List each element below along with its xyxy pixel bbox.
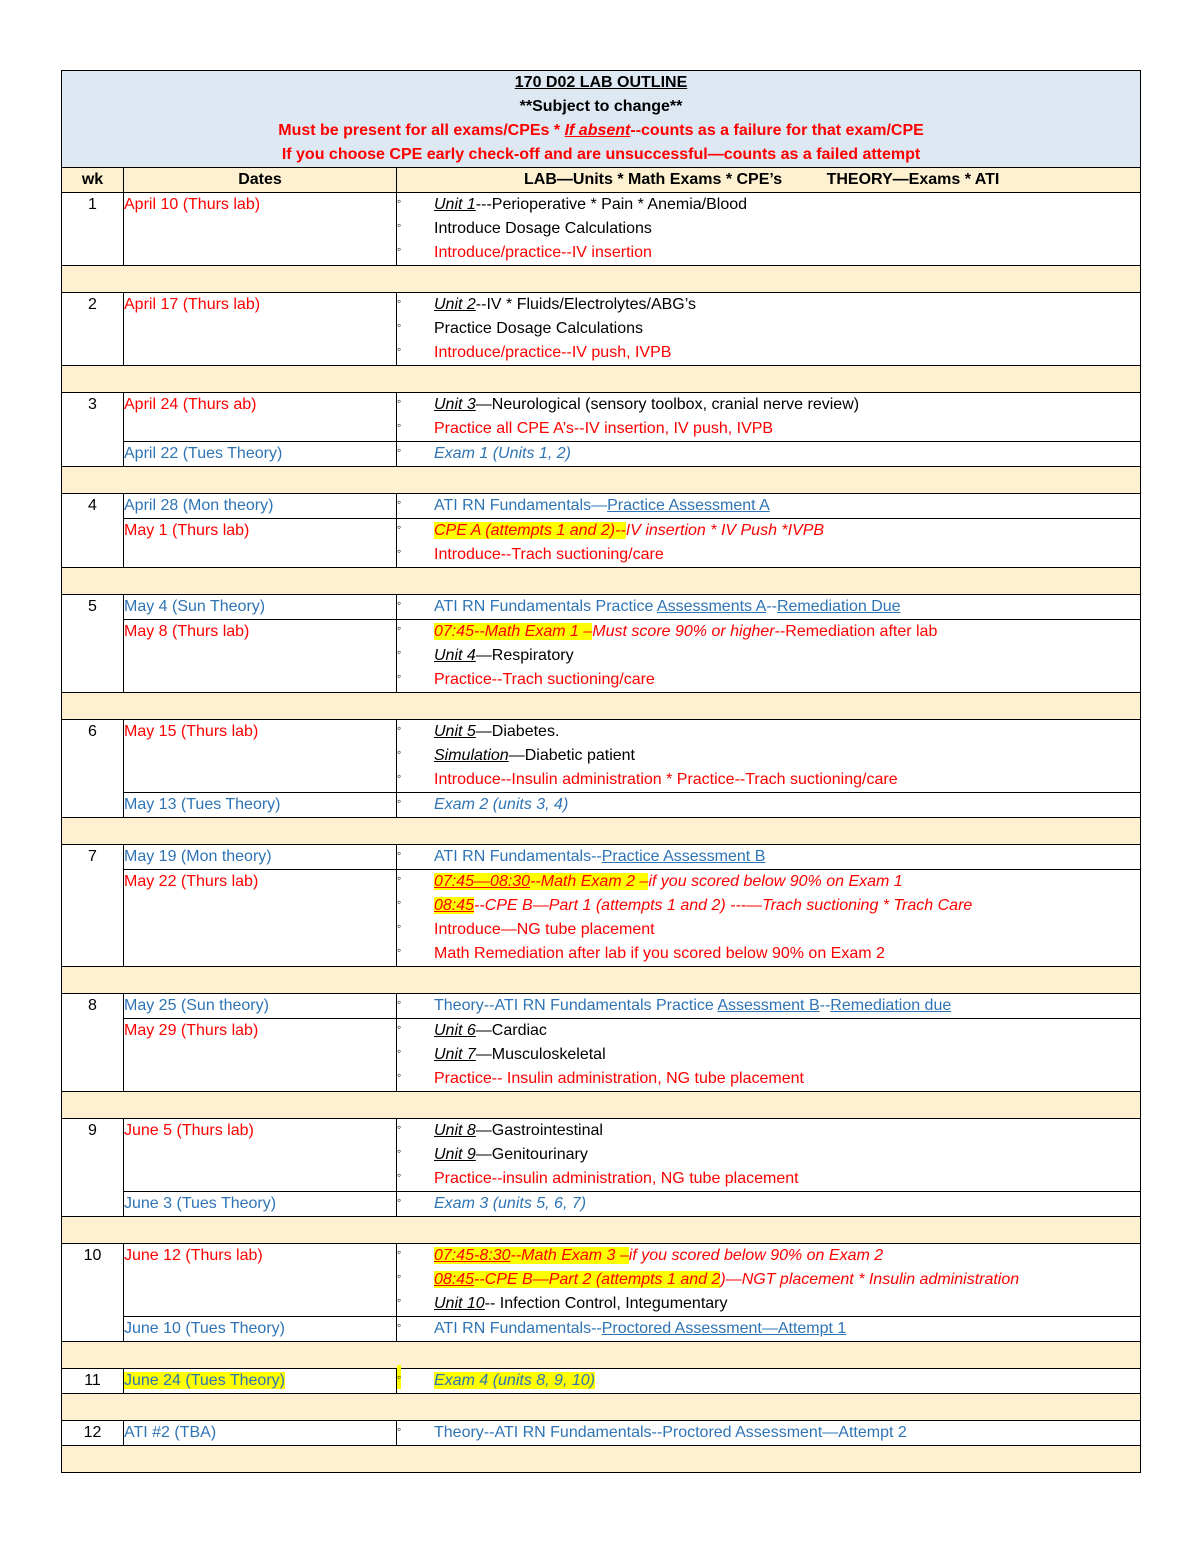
list-item xyxy=(397,1421,1140,1445)
bullet-icon: ◦ xyxy=(397,495,402,509)
week-date: May 29 (Thurs lab) xyxy=(124,1019,397,1092)
highlighted-date: June 24 (Tues Theory) xyxy=(124,1372,285,1389)
week-date: April 10 (Thurs lab) xyxy=(124,193,397,266)
week-number: 1 xyxy=(62,193,124,266)
week-subrow xyxy=(62,1192,1141,1217)
bullet-icon: ◦ xyxy=(397,1144,402,1158)
list-item xyxy=(397,519,1140,543)
list-item xyxy=(397,894,1140,918)
list-item xyxy=(397,720,1140,744)
item-link: Remediation Due xyxy=(776,598,901,615)
bullet-icon: ◦ xyxy=(397,294,402,308)
bullet-icon: ◦ xyxy=(397,1293,402,1307)
list-item xyxy=(397,193,1140,217)
spacer-cell xyxy=(62,1092,1141,1119)
highlighted-time: 07:45—08:30 xyxy=(434,873,531,890)
week-date: May 19 (Mon theory) xyxy=(124,845,397,870)
list-item xyxy=(397,543,1140,567)
unit-link: Unit 6 xyxy=(434,1022,476,1039)
item-text: Introduce—NG tube placement xyxy=(434,921,655,938)
unit-link: Unit 1 xyxy=(434,196,476,213)
list-item xyxy=(397,744,1140,768)
week-subrow xyxy=(62,519,1141,568)
week-items xyxy=(397,1192,1141,1217)
bullet-icon: ◦ xyxy=(397,394,402,408)
highlighted-text: --Math Exam 3 – xyxy=(510,1247,629,1264)
item-text: —Diabetic patient xyxy=(508,747,635,764)
item-text: Practice--Trach suctioning/care xyxy=(434,671,655,688)
list-item xyxy=(397,341,1140,365)
highlighted-text: --CPE B—Part 2 (attempts 1 and 2 xyxy=(474,1271,721,1288)
week-date: April 24 (Thurs ab) xyxy=(124,393,397,442)
spacer-cell xyxy=(62,266,1141,293)
bullet-icon: ◦ xyxy=(397,1269,402,1283)
week-items xyxy=(397,1369,1141,1394)
bullet-icon: ◦ xyxy=(397,769,402,783)
unit-link: Unit 9 xyxy=(434,1146,476,1163)
item-text: --Remediation after lab xyxy=(774,623,938,640)
week-subrow xyxy=(62,793,1141,818)
document-title: 170 D02 LAB OUTLINE xyxy=(514,74,688,91)
week-items xyxy=(397,720,1141,793)
week-date xyxy=(124,1369,397,1394)
week-date: May 22 (Thurs lab) xyxy=(124,870,397,967)
week-items xyxy=(397,1244,1141,1317)
bullet-icon: ◦ xyxy=(397,194,402,208)
spacer-cell xyxy=(62,1446,1141,1473)
week-items xyxy=(397,845,1141,870)
item-text: Theory--ATI RN Fundamentals Practice xyxy=(434,997,718,1014)
list-item xyxy=(397,217,1140,241)
week-date: May 1 (Thurs lab) xyxy=(124,519,397,568)
item-text: Practice-- Insulin administration, NG tube placement xyxy=(434,1070,804,1087)
spacer-cell xyxy=(62,366,1141,393)
list-item xyxy=(397,1292,1140,1316)
spacer-row xyxy=(62,1092,1141,1119)
bullet-icon: ◦ xyxy=(397,1044,402,1058)
week-subrow xyxy=(62,1317,1141,1342)
item-text: —Cardiac xyxy=(475,1022,547,1039)
attendance-notice xyxy=(62,119,1140,143)
column-header-wk: wk xyxy=(62,168,124,193)
list-item xyxy=(397,1317,1140,1341)
highlighted-text: --Math Exam 2 – xyxy=(530,873,649,890)
week-row xyxy=(62,1421,1141,1446)
week-items xyxy=(397,595,1141,620)
list-item xyxy=(397,1143,1140,1167)
unit-link: Unit 2 xyxy=(434,296,476,313)
item-text: —Gastrointestinal xyxy=(475,1122,603,1139)
highlighted-time: 08:45 xyxy=(434,897,475,914)
simulation-link: Simulation xyxy=(434,747,509,764)
attendance-notice-a: Must be present for all exams/CPEs * xyxy=(278,122,565,139)
header-cell xyxy=(62,71,1141,168)
item-link: Assessment B xyxy=(717,997,820,1014)
item-text: Introduce Dosage Calculations xyxy=(434,220,652,237)
spacer-cell xyxy=(62,568,1141,595)
week-subrow xyxy=(62,1019,1141,1092)
bullet-icon: ◦ xyxy=(397,443,402,457)
spacer-row xyxy=(62,818,1141,845)
column-header-lab: LAB—Units * Math Exams * CPE’s THEORY—Exams * ATI xyxy=(397,168,1141,193)
bullet-icon: ◦ xyxy=(397,1120,402,1134)
week-date: April 28 (Mon theory) xyxy=(124,494,397,519)
item-text: Practice all CPE A’s--IV insertion, IV push, IVPB xyxy=(434,420,774,437)
list-item xyxy=(397,393,1140,417)
week-number: 6 xyxy=(62,720,124,818)
week-items xyxy=(397,494,1141,519)
week-number: 5 xyxy=(62,595,124,693)
item-text: ATI RN Fundamentals-- xyxy=(434,1320,602,1337)
bullet-icon: ◦ xyxy=(397,669,402,683)
list-item xyxy=(397,1244,1140,1268)
bullet-icon: ◦ xyxy=(397,721,402,735)
list-item xyxy=(397,870,1140,894)
highlighted-text: 07:45--Math Exam 1 – xyxy=(434,623,593,640)
item-text: Introduce/practice--IV insertion xyxy=(434,244,652,261)
list-item xyxy=(397,845,1140,869)
item-text: -- Infection Control, Integumentary xyxy=(484,1295,728,1312)
spacer-cell xyxy=(62,693,1141,720)
week-subrow xyxy=(62,620,1141,693)
week-items xyxy=(397,870,1141,967)
item-text: ---Perioperative * Pain * Anemia/Blood xyxy=(475,196,748,213)
unit-link: Unit 4 xyxy=(434,647,476,664)
unit-link: Unit 3 xyxy=(434,396,476,413)
week-row xyxy=(62,1119,1141,1192)
attendance-notice-c: --counts as a failure for that exam/CPE xyxy=(630,122,924,139)
bullet-icon: ◦ xyxy=(397,596,402,610)
item-text: -- xyxy=(819,997,831,1014)
week-date: ATI #2 (TBA) xyxy=(124,1421,397,1446)
week-items xyxy=(397,1317,1141,1342)
week-subrow xyxy=(62,870,1141,967)
list-item xyxy=(397,1192,1140,1216)
week-items xyxy=(397,393,1141,442)
bullet-icon: ◦ xyxy=(397,1068,402,1082)
column-header-dates: Dates xyxy=(124,168,397,193)
list-item xyxy=(397,942,1140,966)
spacer-row xyxy=(62,1446,1141,1473)
week-items xyxy=(397,1019,1141,1092)
item-text: —Neurological (sensory toolbox, cranial nerve review) xyxy=(475,396,860,413)
week-date: June 5 (Thurs lab) xyxy=(124,1119,397,1192)
bullet-icon: ◦ xyxy=(397,645,402,659)
bullet-icon: ◦ xyxy=(397,871,402,885)
week-items xyxy=(397,793,1141,818)
list-item xyxy=(397,1043,1140,1067)
list-item xyxy=(397,595,1140,619)
week-items xyxy=(397,193,1141,266)
bullet-icon: ◦ xyxy=(397,846,402,860)
item-link: Assessments A xyxy=(656,598,767,615)
spacer-cell xyxy=(62,1342,1141,1369)
highlighted-time: 08:45 xyxy=(434,1271,475,1288)
spacer-row xyxy=(62,366,1141,393)
list-item xyxy=(397,1369,1140,1393)
list-item xyxy=(397,442,1140,466)
item-text: Exam 2 (units 3, 4) xyxy=(434,796,569,813)
week-date: May 15 (Thurs lab) xyxy=(124,720,397,793)
list-item xyxy=(397,293,1140,317)
spacer-cell xyxy=(62,1217,1141,1244)
list-item xyxy=(397,768,1140,792)
document-subtitle: **Subject to change** xyxy=(519,98,683,115)
week-row xyxy=(62,193,1141,266)
spacer-row xyxy=(62,693,1141,720)
week-row xyxy=(62,1244,1141,1317)
list-item xyxy=(397,793,1140,817)
week-items xyxy=(397,1421,1141,1446)
item-text: —Respiratory xyxy=(475,647,574,664)
item-text: ATI RN Fundamentals— xyxy=(434,497,608,514)
bullet-icon: ◦ xyxy=(397,1020,402,1034)
bullet-icon: ◦ xyxy=(397,1193,402,1207)
item-text: Introduce--Insulin administration * Practice--Trach suctioning/care xyxy=(434,771,898,788)
item-text: if you scored below 90% on Exam 2 xyxy=(628,1247,884,1264)
column-header-row xyxy=(62,168,1141,193)
week-row xyxy=(62,293,1141,366)
bullet-icon: ◦ xyxy=(397,745,402,759)
week-date: May 25 (Sun theory) xyxy=(124,994,397,1019)
item-text: —Diabetes. xyxy=(475,723,560,740)
item-text: Must score 90% or higher xyxy=(592,623,775,640)
item-text: Practice--insulin administration, NG tube placement xyxy=(434,1170,799,1187)
week-number: 7 xyxy=(62,845,124,967)
list-item xyxy=(397,918,1140,942)
week-items xyxy=(397,1119,1141,1192)
list-item xyxy=(397,1067,1140,1091)
bullet-icon: ◦ xyxy=(397,544,402,558)
spacer-row xyxy=(62,967,1141,994)
item-text: --IV * Fluids/Electrolytes/ABG’s xyxy=(475,296,697,313)
week-number: 12 xyxy=(62,1421,124,1446)
unit-link: Unit 5 xyxy=(434,723,476,740)
week-number: 3 xyxy=(62,393,124,467)
spacer-cell xyxy=(62,467,1141,494)
attendance-notice-b: If absent xyxy=(564,122,631,139)
list-item xyxy=(397,668,1140,692)
week-row xyxy=(62,393,1141,442)
list-item xyxy=(397,417,1140,441)
highlighted-text: Exam 4 (units 8, 9, 10) xyxy=(434,1372,595,1389)
item-text: ATI RN Fundamentals-- xyxy=(434,848,602,865)
week-row xyxy=(62,994,1141,1019)
bullet-icon: ◦ xyxy=(397,1422,402,1436)
spacer-row xyxy=(62,1342,1141,1369)
bullet-icon: ◦ xyxy=(397,1318,402,1332)
week-items xyxy=(397,293,1141,366)
bullet-icon: ◦ xyxy=(397,342,402,356)
bullet-icon: ◦ xyxy=(397,1168,402,1182)
item-text: if you scored below 90% on Exam 1 xyxy=(648,873,903,890)
bullet-icon: ◦ xyxy=(397,794,402,808)
spacer-row xyxy=(62,568,1141,595)
week-number: 2 xyxy=(62,293,124,366)
week-date: April 22 (Tues Theory) xyxy=(124,442,397,467)
item-text: —Genitourinary xyxy=(475,1146,588,1163)
item-text: )—NGT placement * Insulin administration xyxy=(720,1271,1020,1288)
item-text: Practice Dosage Calculations xyxy=(434,320,643,337)
item-text: Exam 3 (units 5, 6, 7) xyxy=(434,1195,587,1212)
unit-link: Unit 7 xyxy=(434,1046,476,1063)
week-date: April 17 (Thurs lab) xyxy=(124,293,397,366)
bullet-icon: ◦ xyxy=(397,995,402,1009)
bullet-icon: ◦ xyxy=(397,1245,402,1259)
item-text: Theory--ATI RN Fundamentals--Proctored Assessment—Attempt 2 xyxy=(434,1424,907,1441)
bullet-icon: ◦ xyxy=(397,895,402,909)
spacer-row xyxy=(62,1217,1141,1244)
week-number: 10 xyxy=(62,1244,124,1342)
item-text: ---—Trach suctioning * Trach Care xyxy=(725,897,973,914)
bullet-icon: ◦ xyxy=(397,318,402,332)
highlighted-text: CPE A (attempts 1 and 2)-- xyxy=(434,522,626,539)
list-item xyxy=(397,1019,1140,1043)
bullet-icon: ◦ xyxy=(397,418,402,432)
item-link: Practice Assessment B xyxy=(601,848,766,865)
week-items xyxy=(397,519,1141,568)
week-row xyxy=(62,720,1141,793)
week-date: June 12 (Thurs lab) xyxy=(124,1244,397,1317)
item-text: Introduce/practice--IV push, IVPB xyxy=(434,344,672,361)
spacer-cell xyxy=(62,818,1141,845)
bullet-icon: ◦ xyxy=(397,919,402,933)
week-row xyxy=(62,1369,1141,1394)
bullet-icon: ◦ xyxy=(397,621,402,635)
item-link: Remediation due xyxy=(830,997,952,1014)
list-item xyxy=(397,1167,1140,1191)
list-item xyxy=(397,1119,1140,1143)
spacer-row xyxy=(62,266,1141,293)
bullet-icon: ◦ xyxy=(397,1365,401,1389)
week-date: May 13 (Tues Theory) xyxy=(124,793,397,818)
week-date: May 4 (Sun Theory) xyxy=(124,595,397,620)
item-text: -- xyxy=(766,598,777,615)
highlighted-time: 07:45-8:30 xyxy=(434,1247,511,1264)
week-number: 9 xyxy=(62,1119,124,1217)
list-item xyxy=(397,620,1140,644)
week-items xyxy=(397,620,1141,693)
item-text: ATI RN Fundamentals Practice xyxy=(434,598,657,615)
bullet-icon: ◦ xyxy=(397,520,402,534)
list-item xyxy=(397,644,1140,668)
early-checkoff-notice: If you choose CPE early check-off and are unsuccessful—counts as a failed attempt xyxy=(281,146,921,163)
spacer-row xyxy=(62,1394,1141,1421)
week-row xyxy=(62,845,1141,870)
lab-outline-table xyxy=(61,70,1141,1473)
week-date: June 10 (Tues Theory) xyxy=(124,1317,397,1342)
item-text: --CPE B—Part 1 (attempts 1 and 2) xyxy=(474,897,726,914)
week-subrow xyxy=(62,442,1141,467)
item-text: Math Remediation after lab if you scored below 90% on Exam 2 xyxy=(434,945,885,962)
week-date: May 8 (Thurs lab) xyxy=(124,620,397,693)
spacer-cell xyxy=(62,1394,1141,1421)
spacer-row xyxy=(62,467,1141,494)
item-text: IV insertion * IV Push *IVPB xyxy=(625,522,825,539)
spacer-cell xyxy=(62,967,1141,994)
item-link: Practice Assessment A xyxy=(607,497,770,514)
unit-link: Unit 10 xyxy=(434,1295,485,1312)
bullet-icon: ◦ xyxy=(397,218,402,232)
week-items xyxy=(397,994,1141,1019)
list-item xyxy=(397,241,1140,265)
bullet-icon: ◦ xyxy=(397,943,402,957)
week-row xyxy=(62,494,1141,519)
header-row xyxy=(62,71,1141,168)
week-items xyxy=(397,442,1141,467)
item-text: Exam 1 (Units 1, 2) xyxy=(434,445,571,462)
list-item xyxy=(397,1268,1140,1292)
week-number: 4 xyxy=(62,494,124,568)
list-item xyxy=(397,317,1140,341)
list-item xyxy=(397,494,1140,518)
bullet-icon: ◦ xyxy=(397,242,402,256)
list-item xyxy=(397,994,1140,1018)
item-link: Proctored Assessment—Attempt 1 xyxy=(601,1320,847,1337)
item-text: —Musculoskeletal xyxy=(475,1046,606,1063)
week-row xyxy=(62,595,1141,620)
item-text: Introduce--Trach suctioning/care xyxy=(434,546,664,563)
week-number: 11 xyxy=(62,1369,124,1394)
week-date: June 3 (Tues Theory) xyxy=(124,1192,397,1217)
week-number: 8 xyxy=(62,994,124,1092)
unit-link: Unit 8 xyxy=(434,1122,476,1139)
